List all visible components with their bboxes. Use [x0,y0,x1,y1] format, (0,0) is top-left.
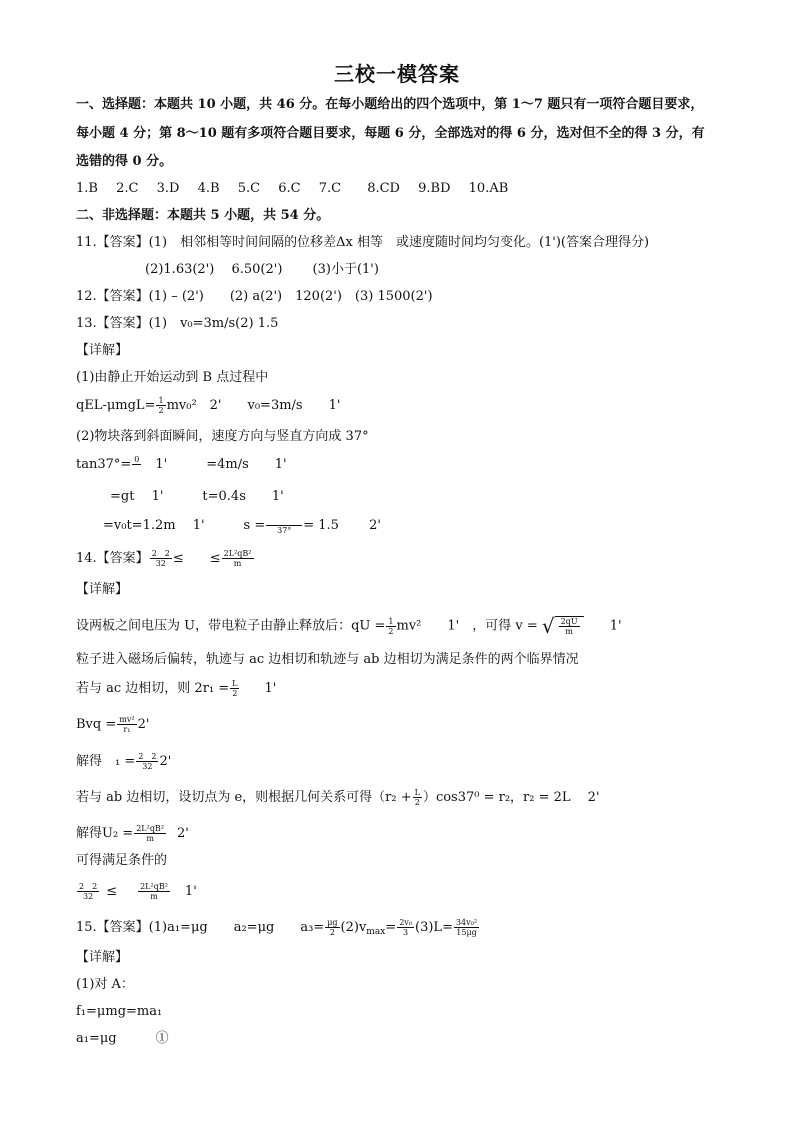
eq-text: 1' =4m/s 1' [142,457,287,472]
subscript: max [366,927,386,937]
score-mark: 1' [264,681,277,696]
fraction-denominator: 32 [142,762,153,771]
eq-text: = [385,920,397,935]
fraction [413,788,422,807]
eq-text: =v₀t=1.2m 1' s = [103,518,266,533]
q15-answer [76,918,480,941]
fraction-denominator: r₁ [123,725,131,734]
fraction-numerator: 2L²qB² [136,824,165,833]
choice-answer: 3.D [156,181,180,196]
q11-answer-line1: 11.【答案】(1) 相邻相等时间间隔的位移差Δx 相等 或速度随时间均匀变化。(1')(答案合理得分) [76,235,650,250]
fraction-denominator: 32 [155,559,166,568]
fraction-numerator: 2qU [560,617,578,626]
fraction-numerator: μg [327,918,338,927]
section1-heading-line1: 一、选择题：本题共 10 小题，共 46 分。在每小题给出的四个选项中，第 1～7 题只有一项符合题目要求， [76,97,704,112]
fraction [156,396,165,415]
eq-text: 设两板之间电压为 U，带电粒子由静止释放后：qU = [76,618,386,634]
choice-answers [76,180,508,198]
fraction-numerator: 2 2 [138,752,157,761]
fraction [559,617,580,636]
fraction-numerator: mv² [119,715,135,724]
fraction-denominator: 2 [414,798,420,807]
q13-eq4 [103,516,381,535]
choice-answer: 8.CD [367,181,400,196]
q14-step6 [76,788,600,807]
fraction-denominator: 37° [277,526,292,535]
fraction [230,679,239,698]
fraction-numerator: 34v₀² [455,918,478,927]
q14-step8: 可得满足条件的 [76,853,168,868]
eq-text: 若与 ab 边相切，设切点为 e，则根据几何关系可得（r₂ + [76,790,412,805]
choice-answer: 7.C [318,181,342,196]
fraction [222,549,254,568]
score-mark: 1' [184,884,197,899]
eq-text: ≤ [106,884,118,899]
q14-step1 [76,616,622,636]
eq-text: = 1.5 2' [303,518,381,533]
q14-step7 [76,824,189,843]
section2-heading: 二、非选择题：本题共 5 小题，共 54 分。 [76,208,330,223]
fraction [454,918,479,937]
eq-text: mv₀² 2' v₀=3m/s 1' [166,398,341,413]
fraction [136,752,158,771]
fraction-denominator: 32 [83,892,94,901]
eq-text: (2)v [340,920,367,935]
q15-detail-heading: 【详解】 [76,950,129,965]
fraction-denominator: m [146,834,154,843]
score-mark: 2' [177,826,189,841]
q14-step2: 粒子进入磁场后偏转，轨迹与 ac 边相切和轨迹与 ab 边相切为满足条件的两个临界情况 [76,652,579,667]
choice-answer: 9.BD [418,181,451,196]
q15-step2: f₁=μmg=ma₁ [76,1004,163,1019]
q13-step1: (1)由静止开始运动到 B 点过程中 [76,370,269,385]
choice-answer: 5.C [237,181,261,196]
fraction [132,455,141,474]
fraction-numerator: 2 2 [79,882,98,891]
choice-answer: 4.B [197,181,220,196]
q13-step2: (2)物块落到斜面瞬间，速度方向与竖直方向成 37° [76,429,369,444]
section1-heading-line2: 每小题 4 分；第 8～10 题有多项符合题目要求，每题 6 分，全部选对的得 6 分，选对但不全的得 3 分，有 [76,126,705,141]
fraction [266,516,302,535]
fraction-numerator: L [232,679,238,688]
eq-text: tan37°= [76,457,132,472]
fraction-numerator: 1 [388,616,394,626]
fraction [150,549,172,568]
score-mark: 1' [609,618,622,634]
fraction [77,882,99,901]
fraction-denominator: m [150,892,158,901]
q15-step1: (1)对 A： [76,977,134,992]
fraction-numerator: 0 [134,455,140,464]
score-mark: 2' [137,717,150,732]
fraction-numerator: 2 2 [151,549,170,558]
fraction-numerator: 1 [158,396,164,405]
fraction [397,918,414,937]
eq-text: ）cos37⁰ = r₂，r₂ = 2L 2' [422,790,600,805]
q13-eq2 [76,455,287,474]
fraction-numerator: 2v₀ [399,918,413,927]
score-mark: 2' [159,754,172,769]
choice-answer: 2.C [116,181,139,196]
fraction [325,918,339,937]
eq-text: 15.【答案】(1)a₁=μg a₂=μg a₃= [76,920,325,935]
q11-answer-line2: (2)1.63(2') 6.50(2') (3)小于(1') [145,262,379,277]
fraction-denominator: 2 [388,626,394,636]
q13-eq1 [76,396,340,415]
fraction-denominator: m [233,559,242,568]
fraction [138,882,170,901]
eq-text: Bvq = [76,717,117,732]
choice-answer: 1.B [76,181,98,196]
q13-eq3: =gt 1' t=0.4s 1' [110,489,284,504]
q14-step5 [76,752,171,771]
eq-text: mv² 1' ，可得 v = [396,618,538,634]
eq-text: (3)L= [415,920,453,935]
eq-text: 14.【答案】 [76,551,149,566]
q14-step3 [76,679,276,698]
q12-answer: 12.【答案】(1) – (2') (2) a(2') 120(2') (3) 1500(2') [76,289,433,304]
fraction [386,617,395,636]
fraction-numerator: 2L²qB² [140,882,168,891]
fraction [134,824,166,843]
q14-answer [76,549,255,568]
fraction-denominator: 2 [232,689,238,698]
square-root: √ $\frac{2qU}{m}$ [542,616,584,636]
fraction-denominator: 15μg [456,928,477,937]
choice-answer: 6.C [278,181,301,196]
fraction-denominator: 2 [329,928,335,937]
choice-answer: 10.AB [468,181,509,196]
eq-text: 解得 ₁ = [76,754,136,769]
fraction-numerator [266,516,302,526]
fraction-denominator: 2 [158,406,164,415]
page-title: 三校一模答案 [334,62,460,86]
fraction-numerator: L [414,788,420,797]
q14-step4 [76,715,149,734]
section1-heading-line3: 选错的得 0 分。 [76,154,173,169]
q14-step9 [76,882,197,901]
fraction-denominator: m [565,627,573,636]
q13-answer: 13.【答案】(1) v₀=3m/s(2) 1.5 [76,316,279,331]
eq-text: 若与 ac 边相切，则 2r₁ = [76,681,230,696]
fraction-denominator [134,465,141,474]
eq-text: 解得U₂ = [76,826,134,841]
fraction-numerator: 2L²qB² [223,549,252,558]
q15-step3: a₁=μg ① [76,1031,169,1046]
eq-text: ≤ ≤ [172,551,221,566]
fraction-denominator: 3 [403,928,409,937]
q14-detail-heading: 【详解】 [76,582,129,597]
fraction [117,715,136,734]
eq-text: qEL-μmgL= [76,398,156,413]
q13-detail-heading: 【详解】 [76,343,129,358]
